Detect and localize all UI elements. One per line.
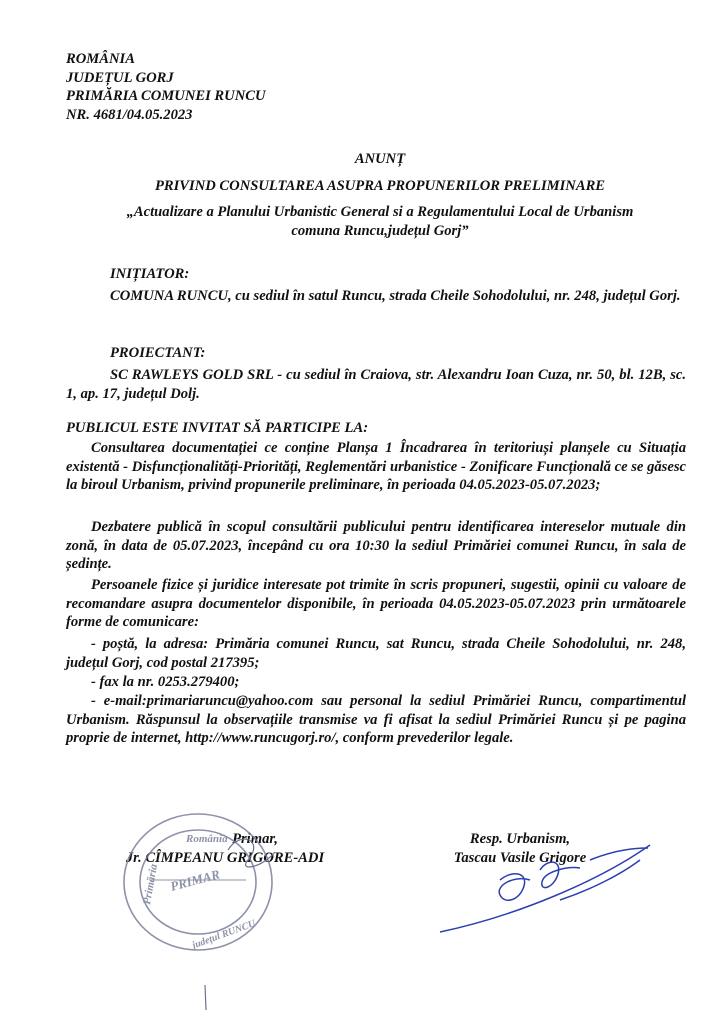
stamp-text-left: Primăria <box>141 863 161 906</box>
stamp-text-bottom: județul RUNCU <box>190 918 258 952</box>
urbanism-name: Tascau Vasile Grigore <box>453 850 587 866</box>
mayor-name: Jr. CÎMPEANU GRIGORE-ADI <box>125 850 325 866</box>
mayor-signature-block <box>100 830 350 868</box>
stamp-text-center: PRIMAR <box>168 866 222 894</box>
mayor-title: Primar, <box>232 831 278 847</box>
header-institution: PRIMĂRIA COMUNEI RUNCU <box>66 88 266 105</box>
header-county: JUDEȚUL GORJ <box>66 69 174 86</box>
urbanism-title: Resp. Urbanism, <box>469 831 571 847</box>
project-title-line1: „Actualizare a Planului Urbanistic General si a Regulamentului Local de Urbanism <box>126 204 634 220</box>
designer-label: PROIECTANT: <box>110 345 206 361</box>
public-heading: PUBLICUL ESTE INVITAT SĂ PARTICIPE LA: <box>66 420 369 436</box>
project-title-line2: comuna Runcu,județul Gorj” <box>291 223 469 239</box>
public-paragraph-post: - poștă, la adresa: Primăria comunei Runcu, sat Runcu, strada Cheile Sohodolului, nr. 248, județul Gorj, cod postal 217395; <box>66 636 686 671</box>
stamp-text-top: România <box>186 833 228 845</box>
public-paragraph-email: - e-mail:primariaruncu@yahoo.com sau personal la sediul Primăriei Runcu, compartimentul Urbanism. Răspunsul la observațiile transmise va fi afisat la sediul Primăriei Runcu și pe pagina proprie de internet, http://www.runcugorj.ro/, conform prevederilor legale. <box>66 693 686 747</box>
public-paragraph-submissions: Persoanele fizice și juridice interesate pot trimite în scris propuneri, sugestii, opinii cu valoare de recomandare asupra documentelor disponibile, în perioada 04.05.2023-05.07.2023 prin următoarele forme de comunicare: <box>66 577 686 631</box>
urbanism-signature-block <box>430 830 610 868</box>
announcement-title: ANUNȚ <box>354 151 406 167</box>
header-country: ROMÂNIA <box>66 51 135 67</box>
public-paragraph-debate: Dezbatere publică în scopul consultării publicului pentru identificarea intereselor mutuale din zonă, în data de 05.07.2023, începând cu ora 10:30 la sediul Primăriei comunei Runcu, în sala de ședințe. <box>66 519 686 573</box>
initiator-text: COMUNA RUNCU, cu sediul în satul Runcu, strada Cheile Sohodolului, nr. 248, județul Gorj. <box>110 288 681 304</box>
public-paragraph-fax: - fax la nr. 0253.279400; <box>91 674 240 690</box>
header-reg-number: NR. 4681/04.05.2023 <box>66 106 193 123</box>
document-header <box>66 50 266 124</box>
designer-text: SC RAWLEYS GOLD SRL - cu sediul în Craiova, str. Alexandru Ioan Cuza, nr. 50, bl. 12B, sc. 1, ap. 17, județul Dolj. <box>66 367 686 402</box>
initiator-label: INIȚIATOR: <box>110 266 190 282</box>
announcement-subtitle: PRIVIND CONSULTAREA ASUPRA PROPUNERILOR PRELIMINARE <box>154 178 606 194</box>
public-paragraph-consultation: Consultarea documentației ce conține Planșa 1 Încadrarea în teritoriuși planșele cu Situația existentă - Disfuncționalități-Priorități, Reglementări urbanistice - Zonificare Funcțională ce se găsesc la biroul Urbanism, privind propunerile preliminare, în perioada 04.05.2023-05.07.2023; <box>66 440 686 494</box>
